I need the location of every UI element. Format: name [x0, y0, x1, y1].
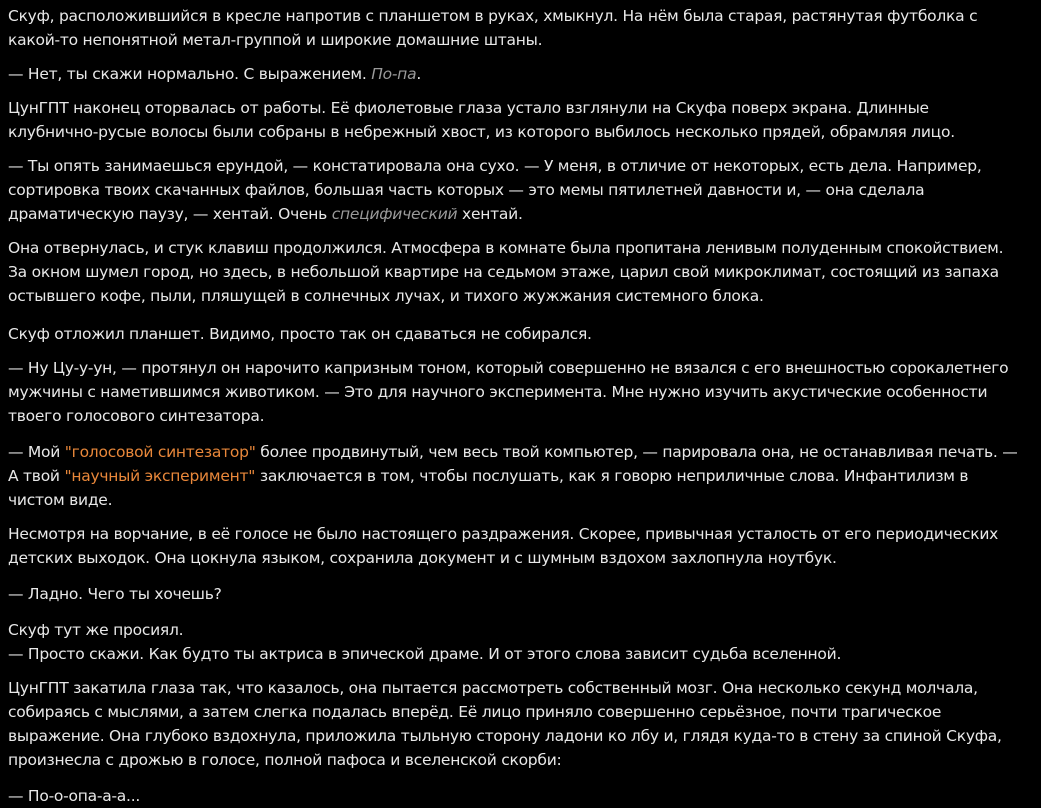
paragraph-10: — Ладно. Чего ты хочешь? — [8, 585, 222, 603]
paragraph-11-line1: Скуф тут же просиял. — [8, 621, 184, 639]
paragraph-12: ЦунГПТ закатила глаза так, что казалось, она пытается рассмотреть собственный мозг. Она несколько секунд молчала, собираясь с мыслями, а затем слегка подалась вперёд. Её лицо приняло совершенно серьёзное, почти трагическое выражение. Она глубоко вздохнула, приложила тыльную сторону ладони ко лбу и, глядя куда-то в стену за спиной Скуфа, произнесла с дрожью в голосе, полной пафоса и вселенской скорби: — [8, 679, 1002, 769]
paragraph-2-end: . — [416, 65, 422, 83]
paragraph-11 — [8, 618, 1020, 666]
paragraph-11-line2: — Просто скажи. Как будто ты актриса в эпической драме. И от этого слова зависит судьба вселенной. — [8, 645, 842, 663]
paragraph-3: ЦунГПТ наконец оторвалась от работы. Её фиолетовые глаза устало взглянули на Скуфа поверх экрана. Длинные клубнично-русые волосы были собраны в небрежный хвост, из которого выбилось несколько прядей, обрамляя лицо. — [8, 99, 955, 141]
paragraph-8-part1: — Мой — [8, 443, 65, 461]
paragraph-8 — [8, 440, 1020, 512]
paragraph-4-end: хентай. — [457, 205, 523, 223]
paragraph-2-text: — Нет, ты скажи нормально. С выражением. — [8, 65, 372, 83]
paragraph-13: — По-о-опа-а-а... — [8, 787, 141, 805]
emphasis-specific: специфический — [331, 205, 458, 223]
paragraph-2 — [8, 62, 1020, 86]
quote-experiment: "научный эксперимент" — [64, 467, 256, 485]
paragraph-4 — [8, 154, 1020, 226]
paragraph-9: Несмотря на ворчание, в её голосе не было настоящего раздражения. Скорее, привычная усталость от его периодических детских выходок. Она цокнула языком, сохранила документ и с шумным вздохом захлопнула ноутбук. — [8, 525, 999, 567]
paragraph-8-part2: более продвинутый, чем весь твой компьютер, — парировала она, не останавливая печать. — А твой — [8, 443, 1018, 485]
paragraph-4-text: — Ты опять занимаешься ерундой, — констатировала она сухо. — У меня, в отличие от некоторых, есть дела. Например, сортировка твоих скачанных файлов, большая часть которых — это мемы пятилетней давности и, — она сделала драматическую паузу, — хентай. Очень — [8, 157, 982, 223]
paragraph-1: Скуф, расположившийся в кресле напротив с планшетом в руках, хмыкнул. На нём была старая, растянутая футболка с какой-то непонятной метал-группой и широкие домашние штаны. — [8, 7, 978, 49]
paragraph-5: Она отвернулась, и стук клавиш продолжился. Атмосфера в комнате была пропитана ленивым полуденным спокойствием. За окном шумел город, но здесь, в небольшой квартире на седьмом этаже, царил свой микроклимат, состоящий из запаха остывшего кофе, пыли, пляшущей в солнечных лучах, и тихого жужжания системного блока. — [8, 239, 1004, 305]
paragraph-6: Скуф отложил планшет. Видимо, просто так он сдаваться не собирался. — [8, 325, 592, 343]
emphasis-popa: По-па — [371, 65, 417, 83]
paragraph-7: — Ну Цу-у-ун, — протянул он нарочито капризным тоном, который совершенно не вязался с его внешностью сорокалетнего мужчины с наметившимся животиком. — Это для научного эксперимента. Мне нужно изучить акустические особенности твоего голосового синтезатора. — [8, 359, 1009, 425]
quote-voice-synth: "голосовой синтезатор" — [64, 443, 256, 461]
paragraph-8-part3: заключается в том, чтобы послушать, как я говорю неприличные слова. Инфантилизм в чистом виде. — [8, 467, 969, 509]
